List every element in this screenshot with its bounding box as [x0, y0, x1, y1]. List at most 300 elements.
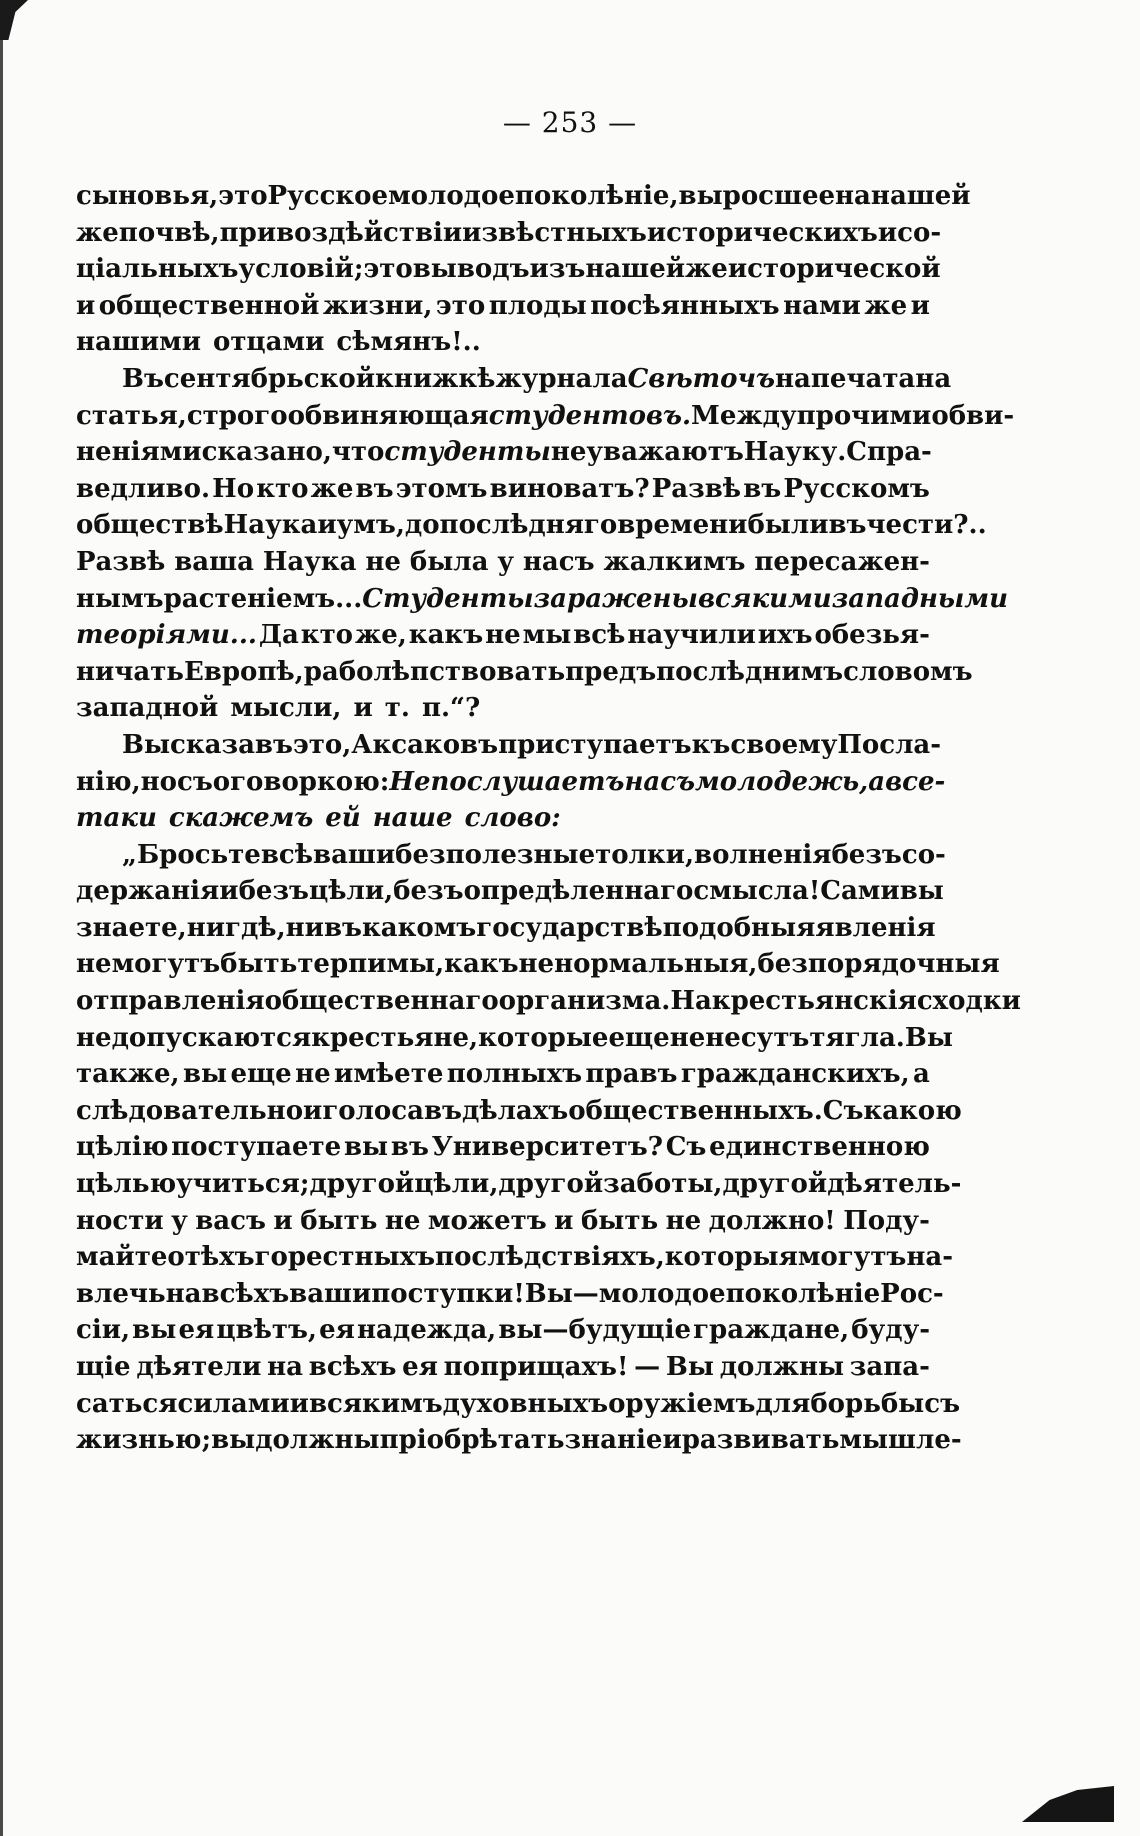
word: ваши [289, 1278, 372, 1309]
word: вы [899, 876, 944, 907]
word: ведливо. [76, 473, 211, 504]
word: ея [178, 1315, 215, 1346]
word: не [295, 1059, 331, 1090]
text-line [76, 946, 1000, 983]
word: научили [627, 620, 756, 651]
word: же [76, 217, 119, 248]
word: надежда, [356, 1315, 497, 1346]
word: обвиняющая [287, 400, 489, 431]
word: отправленія [76, 986, 265, 1017]
word: тѣхъ [184, 1242, 255, 1273]
word: воздѣйствіи [276, 217, 463, 248]
text-line [76, 1129, 930, 1166]
word: нымъ [76, 583, 164, 614]
text-line [76, 1056, 930, 1093]
word: Науку. [743, 437, 847, 468]
text-line [76, 1386, 961, 1423]
word: виноватъ? [489, 473, 650, 504]
word: дѣлахъ [461, 1095, 569, 1126]
word: могутъ [111, 949, 221, 980]
text-line [76, 1312, 930, 1349]
word: толки, [595, 839, 695, 870]
word: до [404, 510, 440, 541]
word: тягла. [809, 1022, 905, 1053]
word-italic: скажемъ [168, 803, 314, 834]
word: журнала [495, 363, 628, 394]
text-line [76, 581, 1009, 618]
word: ея [402, 1352, 438, 1382]
word-italic: студентовъ. [488, 400, 692, 431]
text-line [76, 1239, 954, 1276]
word: не [76, 1022, 112, 1053]
word: въ [828, 510, 867, 541]
word: еще [608, 1022, 670, 1053]
word: имѣете [334, 1059, 444, 1090]
scan-edge [0, 0, 10, 1836]
word: государствѣ [476, 912, 663, 943]
word: были [747, 510, 829, 541]
word: и [273, 1205, 293, 1236]
word: исторической [727, 254, 941, 285]
word: кто [300, 620, 354, 651]
word: сыновья, [76, 181, 219, 211]
word: цѣлью [76, 1169, 177, 1200]
word: книжкѣ [375, 363, 496, 394]
word: Аксаковъ [351, 729, 499, 760]
text-line [76, 1203, 930, 1240]
word: изъ [529, 254, 586, 285]
word: своему [730, 729, 838, 760]
word: должно! [708, 1205, 836, 1236]
word: молодое [388, 181, 515, 211]
word: неніями [76, 437, 202, 468]
word: развивать [681, 1425, 840, 1456]
word: въ [323, 912, 362, 943]
page-number: — 253 — [502, 106, 638, 139]
word: Спра- [846, 437, 932, 468]
word: уважаютъ [586, 437, 744, 468]
word-italic: а [868, 766, 886, 797]
word: всѣ [260, 839, 314, 870]
text-line [76, 215, 942, 252]
text-line [76, 764, 946, 801]
word: безъ [238, 876, 309, 907]
word: нигдѣ, [186, 912, 286, 943]
word: общественной [98, 290, 320, 321]
word: Наука [223, 510, 318, 541]
word: и [910, 290, 930, 321]
word: организма. [498, 986, 671, 1017]
word: послѣднимъ [656, 656, 844, 687]
word: На [670, 986, 712, 1017]
word: же [310, 473, 354, 504]
word: какъ [444, 949, 519, 980]
word: могутъ [797, 1242, 907, 1273]
text-line [76, 910, 936, 947]
word: это, [292, 729, 352, 760]
word: вы [132, 1315, 177, 1346]
word: майте [76, 1242, 168, 1273]
text-line [76, 1276, 944, 1313]
word: извѣстныхъ [462, 217, 647, 248]
word: всѣ [573, 620, 626, 651]
word: другой [722, 1169, 828, 1200]
word: т. [384, 693, 410, 724]
word: на [835, 181, 871, 211]
word: мысли, [230, 693, 342, 724]
word: Между [691, 400, 797, 431]
word: знаніе [564, 1425, 663, 1456]
word: посѣянныхъ [590, 290, 780, 321]
word: не [76, 949, 112, 980]
word: Развѣ [76, 546, 166, 577]
word: послѣдствіяхъ, [435, 1242, 665, 1273]
word: Русскомъ [783, 473, 930, 504]
text-line [76, 837, 946, 874]
text-line [76, 800, 930, 837]
word: волненія [694, 839, 832, 870]
word: Вы [904, 1022, 953, 1053]
word: приступаетъ [498, 729, 692, 760]
word: безполезные [395, 839, 596, 870]
text-line [76, 544, 930, 581]
text-line [76, 361, 952, 398]
word: же [864, 290, 908, 321]
word: этомъ [395, 473, 488, 504]
word: держанія [76, 876, 220, 907]
word: прочими [796, 400, 932, 431]
word: вы [343, 1132, 389, 1163]
word: какою [863, 1095, 962, 1126]
word: гражданскихъ, [680, 1059, 910, 1090]
word: не [384, 1205, 421, 1236]
text-line [76, 1020, 953, 1057]
word: сходки [916, 986, 1021, 1017]
text-line [76, 251, 941, 288]
word: ности [76, 1205, 164, 1236]
word: и [289, 1388, 309, 1419]
word: допускаются [111, 1022, 312, 1053]
word: съ [924, 1388, 961, 1419]
word: западной [76, 693, 219, 724]
word-italic: заражены [533, 583, 698, 614]
word: еще [230, 1059, 292, 1090]
word: запа- [849, 1352, 930, 1382]
word: всякимъ [308, 1388, 443, 1419]
word: знаете, [76, 912, 187, 943]
word: нашей [585, 254, 686, 285]
word: смысла! [693, 876, 821, 907]
word: влечь [76, 1278, 166, 1309]
word: поприщахъ! [443, 1352, 629, 1382]
word: и [877, 217, 898, 248]
word: пріобрѣтать [379, 1425, 565, 1456]
text-line [76, 288, 930, 325]
text-line [76, 507, 987, 544]
word: быть [300, 1205, 378, 1236]
word: была [409, 546, 489, 577]
word: поколѣніе [725, 1278, 881, 1309]
word: а [913, 1059, 930, 1090]
word: жалкимъ [603, 546, 746, 577]
word: и [353, 693, 373, 724]
word: цвѣтъ, [216, 1315, 317, 1346]
word: заботы, [603, 1169, 723, 1200]
text-line [76, 727, 942, 764]
word: — [634, 1352, 661, 1382]
word: явленія [815, 912, 936, 943]
word: цѣли, [309, 876, 394, 907]
text-line [76, 1349, 930, 1386]
word: сказано, [201, 437, 332, 468]
text-line [76, 471, 930, 508]
word: Русское [267, 181, 389, 211]
word: должны [719, 1352, 845, 1382]
word: что [331, 437, 385, 468]
word: у [497, 546, 515, 577]
word: не [365, 546, 401, 577]
word: крестьяне, [311, 1022, 479, 1053]
word: васъ [195, 1205, 266, 1236]
scan-corner-mark-bottom [1022, 1782, 1114, 1822]
word: вы—будущіе [498, 1315, 691, 1346]
word: ея [319, 1315, 355, 1346]
word: и [76, 290, 96, 321]
word: мы [522, 620, 572, 651]
word: на [165, 1278, 202, 1309]
word: какомъ [361, 912, 477, 943]
word: и [317, 510, 337, 541]
text-line [76, 178, 971, 215]
word: обществѣ [76, 510, 224, 541]
word: Вы—молодое [524, 1278, 726, 1309]
word: съ [177, 766, 213, 797]
word: вы [211, 1425, 256, 1456]
text-line [76, 1166, 962, 1203]
word: буду- [851, 1315, 930, 1346]
word: другой [498, 1169, 604, 1200]
word: поколѣніе, [514, 181, 679, 211]
word: Развѣ [651, 473, 742, 504]
word-italic: насъ [624, 766, 696, 797]
word: нами [783, 290, 861, 321]
word: Европѣ, [183, 656, 304, 687]
text-line [76, 873, 944, 910]
scan-corner-mark [0, 0, 28, 40]
text-line [76, 654, 973, 691]
word: Университетъ? [431, 1132, 663, 1163]
word: п.“? [421, 693, 481, 724]
word: это [435, 290, 486, 321]
word: безпорядочныя [757, 949, 1000, 980]
word: опредѣленнаго [463, 876, 694, 907]
word: голоса [322, 1095, 424, 1126]
word: ненормальныя, [518, 949, 758, 980]
word: можетъ [427, 1205, 547, 1236]
word: подобныя [662, 912, 816, 943]
word: борьбы [810, 1388, 925, 1419]
word: времени [617, 510, 748, 541]
body-text [76, 178, 1021, 1459]
word-italic: все- [885, 766, 946, 797]
word: обезья- [814, 620, 930, 651]
word: при [219, 217, 277, 248]
text-line [76, 398, 1015, 435]
word-italic: Свѣточъ [627, 363, 775, 394]
word: цѣли, [414, 1169, 499, 1200]
word: Вы [665, 1352, 714, 1382]
word: духовныхъ [442, 1388, 609, 1419]
word: въ [355, 473, 394, 504]
word: о [167, 1242, 185, 1273]
word: щіе [76, 1352, 131, 1382]
word: ни [285, 912, 324, 943]
word: и [554, 1205, 574, 1236]
word: это [363, 254, 413, 285]
word: и [219, 876, 239, 907]
word-italic: Студенты [362, 583, 534, 614]
word: ничать [76, 656, 184, 687]
word: должны [255, 1425, 380, 1456]
word: умъ, [336, 510, 405, 541]
word: граждане, [693, 1315, 850, 1346]
word: быть [580, 1205, 659, 1236]
word: не [669, 1022, 706, 1053]
word-italic: ей [325, 803, 361, 834]
text-line [76, 1093, 962, 1130]
word: же [685, 254, 728, 285]
word: сѣмянъ!.. [336, 327, 481, 358]
word: сентябрьской [163, 363, 376, 394]
word: историческихъ [646, 217, 878, 248]
word: быть [220, 949, 298, 980]
word: единственною [709, 1132, 930, 1163]
word-italic: наше [372, 803, 453, 834]
word: ваша [174, 546, 254, 577]
word: выросшее [678, 181, 836, 211]
word: саться [76, 1388, 178, 1419]
word: ціальныхъ [76, 254, 239, 285]
word-italic: послушаетъ [430, 766, 625, 797]
word: на [267, 1352, 304, 1382]
word: Съ [665, 1132, 707, 1163]
word: нашими [76, 327, 201, 358]
word-italic: таки [76, 803, 157, 834]
word: безъ [393, 876, 464, 907]
word: общественнаго [264, 986, 499, 1017]
word: Наука [262, 546, 357, 577]
word: цѣлію [76, 1132, 169, 1163]
text-line [76, 324, 930, 361]
word: жизнью; [76, 1425, 212, 1456]
word: кто [256, 473, 309, 504]
word: Съ [822, 1095, 864, 1126]
word: почвѣ, [118, 217, 220, 248]
word: у [171, 1205, 188, 1236]
text-line [76, 983, 1021, 1020]
word: къ [691, 729, 731, 760]
word: въ [423, 1095, 462, 1126]
word: для [755, 1388, 811, 1419]
word: на- [906, 1242, 954, 1273]
word: также, [76, 1059, 180, 1090]
word: и [662, 1425, 682, 1456]
word: насъ [522, 546, 595, 577]
word: всѣхъ [308, 1352, 397, 1382]
word: Но [212, 473, 255, 504]
word: другой [309, 1169, 415, 1200]
word: и [303, 1095, 323, 1126]
word: которые [478, 1022, 609, 1053]
word: оружіемъ [608, 1388, 756, 1419]
word: всѣхъ [201, 1278, 290, 1309]
word: послѣдняго [439, 510, 618, 541]
word: не [550, 437, 587, 468]
word: сіи, [76, 1315, 131, 1346]
word: Да [258, 620, 299, 651]
word: со- [897, 217, 942, 248]
word: пересажен- [754, 546, 930, 577]
word: отцами [212, 327, 325, 358]
word-italic: теоріями... [76, 620, 257, 651]
word: предъ [565, 656, 657, 687]
word: оговоркою: [212, 766, 390, 797]
word: Въ [122, 363, 164, 394]
word: обви- [931, 400, 1015, 431]
word: безъ [831, 839, 902, 870]
word: но [140, 766, 177, 797]
word: мышле- [839, 1425, 962, 1456]
word: выводъ [412, 254, 530, 285]
word: горестныхъ [254, 1242, 436, 1273]
word: Посла- [837, 729, 942, 760]
word: вы [182, 1059, 228, 1090]
text-line [76, 617, 930, 654]
word: растеніемъ... [163, 583, 363, 614]
word: Высказавъ [122, 729, 293, 760]
word: въ [743, 473, 782, 504]
word: крестьянскія [711, 986, 917, 1017]
word: учиться; [176, 1169, 310, 1200]
word: поступки! [371, 1278, 525, 1309]
word: напечатана [775, 363, 952, 394]
word: Сами [820, 876, 900, 907]
word: строго [186, 400, 288, 431]
text-line [76, 434, 930, 471]
word: въ [390, 1132, 429, 1163]
word: же, [354, 620, 407, 651]
word: раболѣпствовать [303, 656, 566, 687]
word-italic: Не [389, 766, 431, 797]
text-line [76, 1422, 962, 1459]
word: дѣятель- [827, 1169, 962, 1200]
word: правъ [585, 1059, 678, 1090]
word: какъ [408, 620, 484, 651]
word-italic: всякими [697, 583, 832, 614]
word: дѣятели [136, 1352, 262, 1382]
word: плоды [488, 290, 587, 321]
word-italic: молодежь, [695, 766, 869, 797]
word-italic: студенты [384, 437, 551, 468]
text-line [76, 690, 930, 727]
word: условій; [238, 254, 364, 285]
word: словомъ [843, 656, 973, 687]
word: не [485, 620, 521, 651]
word-italic: западными [831, 583, 1009, 614]
word: жизни, [322, 290, 433, 321]
word: со- [901, 839, 946, 870]
word: полныхъ [446, 1059, 583, 1090]
